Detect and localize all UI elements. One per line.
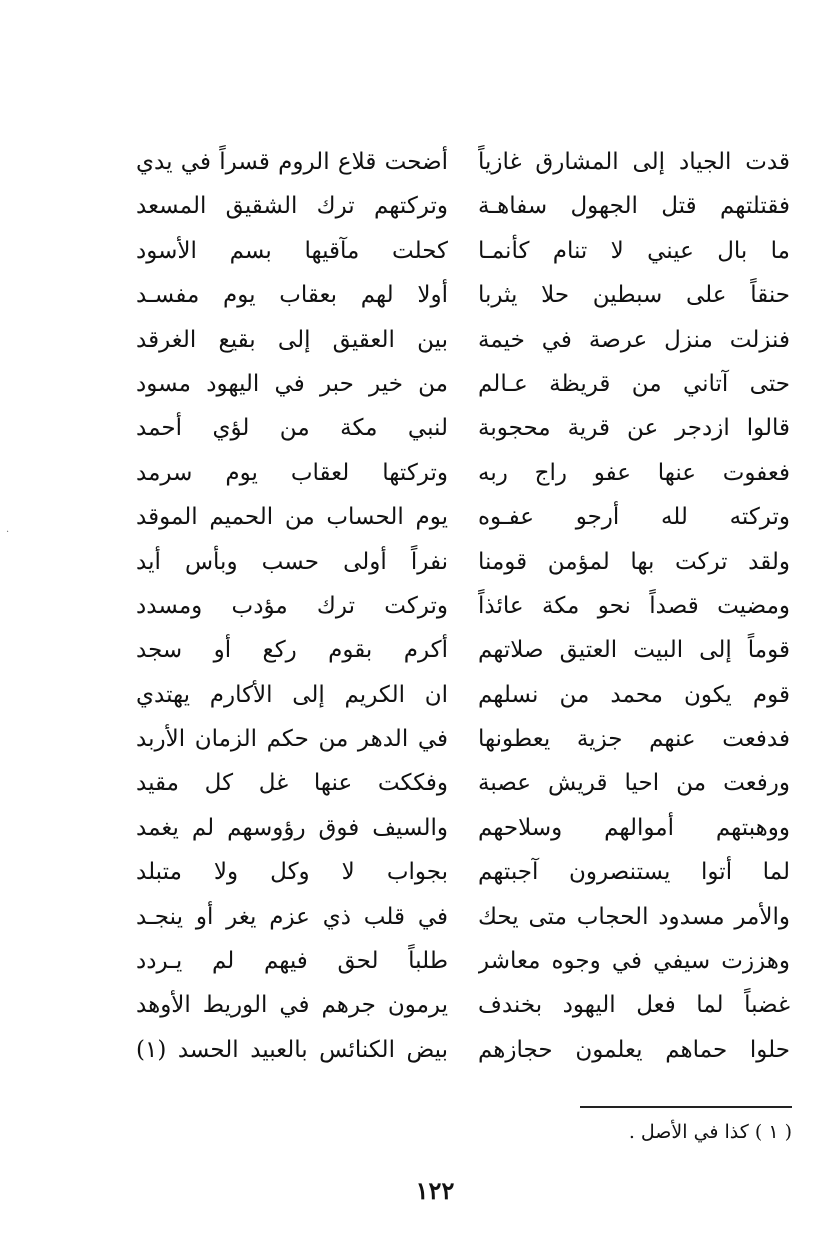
verse-line-left: في الدهر من حكم الزمان الأربد	[136, 726, 448, 753]
verse-line-left: كحلت مآقيها بسم الأسود	[136, 237, 448, 264]
verse-line-left: طلباً لحق فيهم لم يـردد	[136, 948, 448, 975]
verse-line-left: من خير حبر في اليهود مسود	[136, 370, 448, 397]
verse-column-left	[136, 140, 448, 1072]
verse-line-left: والسيف فوق رؤوسهم لم يغمد	[136, 814, 448, 841]
verse-line-left: في قلب ذي عزم يغر أو ينجـد	[136, 903, 448, 930]
verse-line-right: فعفوت عنها عفو راج ربه	[478, 459, 790, 486]
verse-line-right: فدفعت عنهم جزية يعطونها	[478, 726, 790, 753]
verse-line-right: قالوا ازدجر عن قرية محجوبة	[478, 415, 790, 442]
verse-line-right: قوم يكون محمد من نسلهم	[478, 681, 790, 708]
page-number: ١٢٢	[415, 1176, 455, 1205]
verse-line-left: وفككت عنها غل كل مقيد	[136, 770, 448, 797]
verse-line-right: قدت الجياد إلى المشارق غازياً	[478, 149, 790, 175]
verse-line-left: ان الكريم إلى الأكارم يهتدي	[136, 681, 448, 708]
verse-line-right: لما أتوا يستنصرون آجبتهم	[478, 859, 790, 886]
verse-column-right	[478, 140, 790, 1072]
verse-line-left: يرمون جرهم في الوريط الأوهد	[136, 992, 448, 1019]
footnote-divider	[580, 1106, 792, 1108]
verse-line-right: فقتلتهم قتل الجهول سفاهـة	[478, 193, 790, 220]
verse-line-right: وهززت سيفي في وجوه معاشر	[478, 948, 790, 975]
verse-line-left: أكرم بقوم ركع أو سجد	[136, 637, 448, 664]
verse-line-right: غضباً لما فعل اليهود بخندف	[478, 992, 790, 1019]
verse-line-right: والأمر مسدود الحجاب متى يحك	[478, 903, 790, 930]
footnote: ( ١ ) كذا في الأصل .	[628, 1121, 792, 1143]
verse-line-left: بيض الكنائس بالعبيد الحسد (١)	[136, 1036, 448, 1063]
verse-line-left: نفراً أولى حسب وبأس أيد	[136, 548, 448, 575]
verse-line-left: وتركتهم ترك الشقيق المسعد	[136, 193, 448, 220]
verse-line-right: حنقاً على سبطين حلا يثربا	[478, 282, 790, 309]
verse-line-left: وتركتها لعقاب يوم سرمد	[136, 459, 448, 486]
verse-line-left: أولا لهم بعقاب يوم مفسـد	[136, 282, 448, 309]
verse-line-right: وتركته لله أرجو عفـوه	[478, 504, 790, 531]
verse-line-right: حتى آتاني من قريظة عـالم	[478, 370, 790, 397]
verse-line-left: أضحت قلاع الروم قسراً في يدي	[136, 149, 448, 175]
verse-line-left: بجواب لا وكل ولا متبلد	[136, 859, 448, 886]
verse-line-left: لنبي مكة من لؤي أحمد	[136, 415, 448, 442]
verse-line-right: قوماً إلى البيت العتيق صلاتهم	[478, 637, 790, 664]
verse-line-right: ومضيت قصداً نحو مكة عائذاً	[478, 592, 790, 619]
verse-line-right: فنزلت منزل عرصة في خيمة	[478, 326, 790, 353]
margin-mark: ·	[6, 527, 10, 538]
verse-line-left: يوم الحساب من الحميم الموقد	[136, 504, 448, 531]
verse-line-right: ورفعت من احيا قريش عصبة	[478, 770, 790, 797]
verse-line-right: ما بال عيني لا تنام كأنمـا	[478, 237, 790, 264]
verse-line-left: بين العقيق إلى بقيع الغرقد	[136, 326, 448, 353]
verse-line-right: حلوا حماهم يعلمون حجازهم	[478, 1036, 790, 1063]
verse-line-left: وتركت ترك مؤدب ومسدد	[136, 592, 448, 619]
verse-line-right: ولقد تركت بها لمؤمن قومنا	[478, 548, 790, 575]
verse-line-right: ووهبتهم أموالهم وسلاحهم	[478, 814, 790, 841]
